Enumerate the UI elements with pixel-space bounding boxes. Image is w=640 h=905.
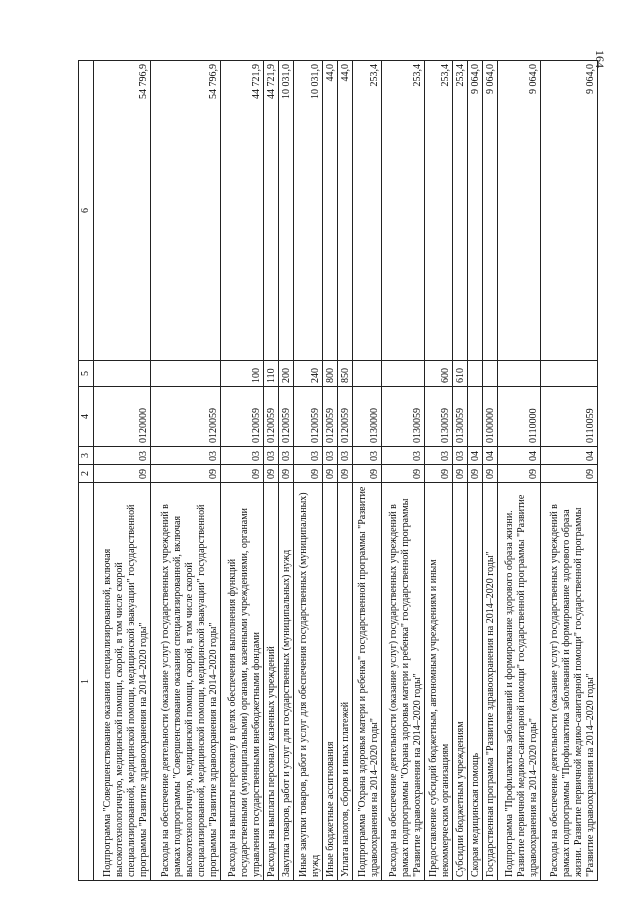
target-article-cell: 0120000 xyxy=(94,387,151,447)
section-code-cell: 09 xyxy=(381,465,424,483)
table-row xyxy=(381,61,424,881)
section-code-cell: 09 xyxy=(337,465,352,483)
row-name-cell: Расходы на выплаты персоналу казенных учреждений xyxy=(263,483,278,881)
amount-cell: 9 064,0 xyxy=(483,61,498,361)
expense-type-cell xyxy=(468,361,483,387)
subsection-code-cell: 03 xyxy=(322,447,337,465)
row-name-cell: Подпрограмма "Охрана здоровья матери и ребенка" государственной программы "Развитие здравоохранения на 2014–2020 годы" xyxy=(352,483,381,881)
table-row xyxy=(468,61,483,881)
section-code-cell: 09 xyxy=(278,465,293,483)
subsection-code-cell: 03 xyxy=(453,447,468,465)
expense-type-cell xyxy=(498,361,541,387)
expense-type-cell: 600 xyxy=(424,361,453,387)
table-row xyxy=(498,61,541,881)
target-article-cell: 0120059 xyxy=(263,387,278,447)
row-name-cell: Субсидии бюджетным учреждениям xyxy=(453,483,468,881)
section-code-cell: 09 xyxy=(263,465,278,483)
row-name-cell: Расходы на обеспечение деятельности (оказание услуг) государственных учреждений в рамках подпрограммы "Совершенствование оказания специализированной, включая высокотехнологичную, медицинской помощи, скорой, в том числе скорой специализированной, медицинской помощи, медицинской эвакуации" государственной программы "Развитие здравоохранения на 2014–2020 годы" xyxy=(150,483,221,881)
table-row xyxy=(293,61,322,881)
section-code-cell: 09 xyxy=(352,465,381,483)
subsection-code-cell: 03 xyxy=(150,447,221,465)
amount-cell: 44,0 xyxy=(337,61,352,361)
target-article-cell: 0120059 xyxy=(293,387,322,447)
target-article-cell: 0110059 xyxy=(541,387,598,447)
section-code-cell: 09 xyxy=(453,465,468,483)
header-cell: 6 xyxy=(79,61,94,361)
amount-cell: 253,4 xyxy=(453,61,468,361)
table-header-row xyxy=(79,61,94,881)
subsection-code-cell: 04 xyxy=(541,447,598,465)
row-name-cell: Скорая медицинская помощь xyxy=(468,483,483,881)
subsection-code-cell: 03 xyxy=(293,447,322,465)
table-row xyxy=(337,61,352,881)
expense-type-cell: 800 xyxy=(322,361,337,387)
row-name-cell: Расходы на обеспечение деятельности (оказание услуг) государственных учреждений в рамках подпрограммы "Профилактика заболеваний и формирование здорового образа жизни. Развитие первичной медико-санитарной помощи" государственной программы "Развитие здравоохранения на 2014–2020 годы" xyxy=(541,483,598,881)
amount-cell: 54 796,9 xyxy=(94,61,151,361)
table-row xyxy=(278,61,293,881)
target-article-cell: 0120059 xyxy=(278,387,293,447)
target-article-cell: 0120059 xyxy=(221,387,264,447)
expense-type-cell: 200 xyxy=(278,361,293,387)
rotated-page-content xyxy=(78,61,598,881)
row-name-cell: Уплата налогов, сборов и иных платежей xyxy=(337,483,352,881)
amount-cell: 253,4 xyxy=(352,61,381,361)
subsection-code-cell: 03 xyxy=(94,447,151,465)
header-cell: 3 xyxy=(79,447,94,465)
section-code-cell: 09 xyxy=(221,465,264,483)
amount-cell: 9 064,0 xyxy=(468,61,483,361)
amount-cell: 253,4 xyxy=(424,61,453,361)
section-code-cell: 09 xyxy=(498,465,541,483)
amount-cell: 9 064,0 xyxy=(498,61,541,361)
subsection-code-cell: 03 xyxy=(352,447,381,465)
expense-type-cell xyxy=(352,361,381,387)
subsection-code-cell: 03 xyxy=(381,447,424,465)
table-row xyxy=(263,61,278,881)
target-article-cell: 0120059 xyxy=(150,387,221,447)
expense-type-cell xyxy=(381,361,424,387)
table-row xyxy=(94,61,151,881)
target-article-cell: 0130000 xyxy=(352,387,381,447)
row-name-cell: Закупка товаров, работ и услуг для государственных (муниципальных) нужд xyxy=(278,483,293,881)
amount-cell: 9 064,0 xyxy=(541,61,598,361)
section-code-cell: 09 xyxy=(424,465,453,483)
target-article-cell: 0130059 xyxy=(453,387,468,447)
target-article-cell: 0130059 xyxy=(381,387,424,447)
subsection-code-cell: 03 xyxy=(337,447,352,465)
table-row xyxy=(453,61,468,881)
header-cell: 1 xyxy=(79,483,94,881)
target-article-cell: 0120059 xyxy=(337,387,352,447)
row-name-cell: Подпрограмма "Профилактика заболеваний и формирование здорового образа жизни. Развитие первичной медико-санитарной помощи" государственной программы "Развитие здравоохранения на 2014–2020 годы" xyxy=(498,483,541,881)
section-code-cell: 09 xyxy=(94,465,151,483)
target-article-cell xyxy=(468,387,483,447)
expense-type-cell xyxy=(150,361,221,387)
table-row xyxy=(352,61,381,881)
row-name-cell: Подпрограмма "Совершенствование оказания специализированной, включая высокотехнологичную, медицинской помощи, скорой, в том числе скорой специализированной, медицинской помощи, медицинской эвакуации" государственной программы "Развитие здравоохранения на 2014–2020 годы" xyxy=(94,483,151,881)
header-cell: 2 xyxy=(79,465,94,483)
target-article-cell: 0130059 xyxy=(424,387,453,447)
subsection-code-cell: 04 xyxy=(498,447,541,465)
section-code-cell: 09 xyxy=(150,465,221,483)
expense-type-cell xyxy=(541,361,598,387)
expense-type-cell: 240 xyxy=(293,361,322,387)
header-cell: 4 xyxy=(79,387,94,447)
row-name-cell: Расходы на выплаты персоналу в целях обеспечения выполнения функций государственными (муниципальными) органами, казенными учреждениями, органами управления государственными внебюджетными фондами xyxy=(221,483,264,881)
subsection-code-cell: 03 xyxy=(221,447,264,465)
row-name-cell: Иные закупки товаров, работ и услуг для обеспечения государственных (муниципальных) нужд xyxy=(293,483,322,881)
subsection-code-cell: 04 xyxy=(483,447,498,465)
section-code-cell: 09 xyxy=(468,465,483,483)
target-article-cell: 0100000 xyxy=(483,387,498,447)
row-name-cell: Иные бюджетные ассигнования xyxy=(322,483,337,881)
subsection-code-cell: 04 xyxy=(468,447,483,465)
subsection-code-cell: 03 xyxy=(278,447,293,465)
page-number: 164 xyxy=(593,50,607,68)
section-code-cell: 09 xyxy=(293,465,322,483)
section-code-cell: 09 xyxy=(483,465,498,483)
row-name-cell: Государственная программа "Развитие здравоохранения на 2014–2020 годы" xyxy=(483,483,498,881)
section-code-cell: 09 xyxy=(322,465,337,483)
amount-cell: 44 721,9 xyxy=(263,61,278,361)
expense-type-cell: 850 xyxy=(337,361,352,387)
subsection-code-cell: 03 xyxy=(424,447,453,465)
amount-cell: 10 031,0 xyxy=(278,61,293,361)
table-row xyxy=(541,61,598,881)
subsection-code-cell: 03 xyxy=(263,447,278,465)
target-article-cell: 0110000 xyxy=(498,387,541,447)
expense-type-cell: 110 xyxy=(263,361,278,387)
amount-cell: 10 031,0 xyxy=(293,61,322,361)
table-row xyxy=(150,61,221,881)
row-name-cell: Предоставление субсидий бюджетным, автономным учреждениям и иным некоммерческим организациям xyxy=(424,483,453,881)
table-row xyxy=(424,61,453,881)
target-article-cell: 0120059 xyxy=(322,387,337,447)
expense-type-cell xyxy=(94,361,151,387)
amount-cell: 253,4 xyxy=(381,61,424,361)
table-row xyxy=(221,61,264,881)
amount-cell: 44,0 xyxy=(322,61,337,361)
table-row xyxy=(322,61,337,881)
section-code-cell: 09 xyxy=(541,465,598,483)
header-cell: 5 xyxy=(79,361,94,387)
row-name-cell: Расходы на обеспечение деятельности (оказание услуг) государственных учреждений в рамках подпрограммы "Охрана здоровья матери и ребенка" государственной программы "Развитие здравоохранения на 2014–2020 годы" xyxy=(381,483,424,881)
amount-cell: 54 796,9 xyxy=(150,61,221,361)
expense-type-cell xyxy=(483,361,498,387)
budget-table xyxy=(78,60,598,881)
amount-cell: 44 721,9 xyxy=(221,61,264,361)
expense-type-cell: 100 xyxy=(221,361,264,387)
expense-type-cell: 610 xyxy=(453,361,468,387)
table-row xyxy=(483,61,498,881)
